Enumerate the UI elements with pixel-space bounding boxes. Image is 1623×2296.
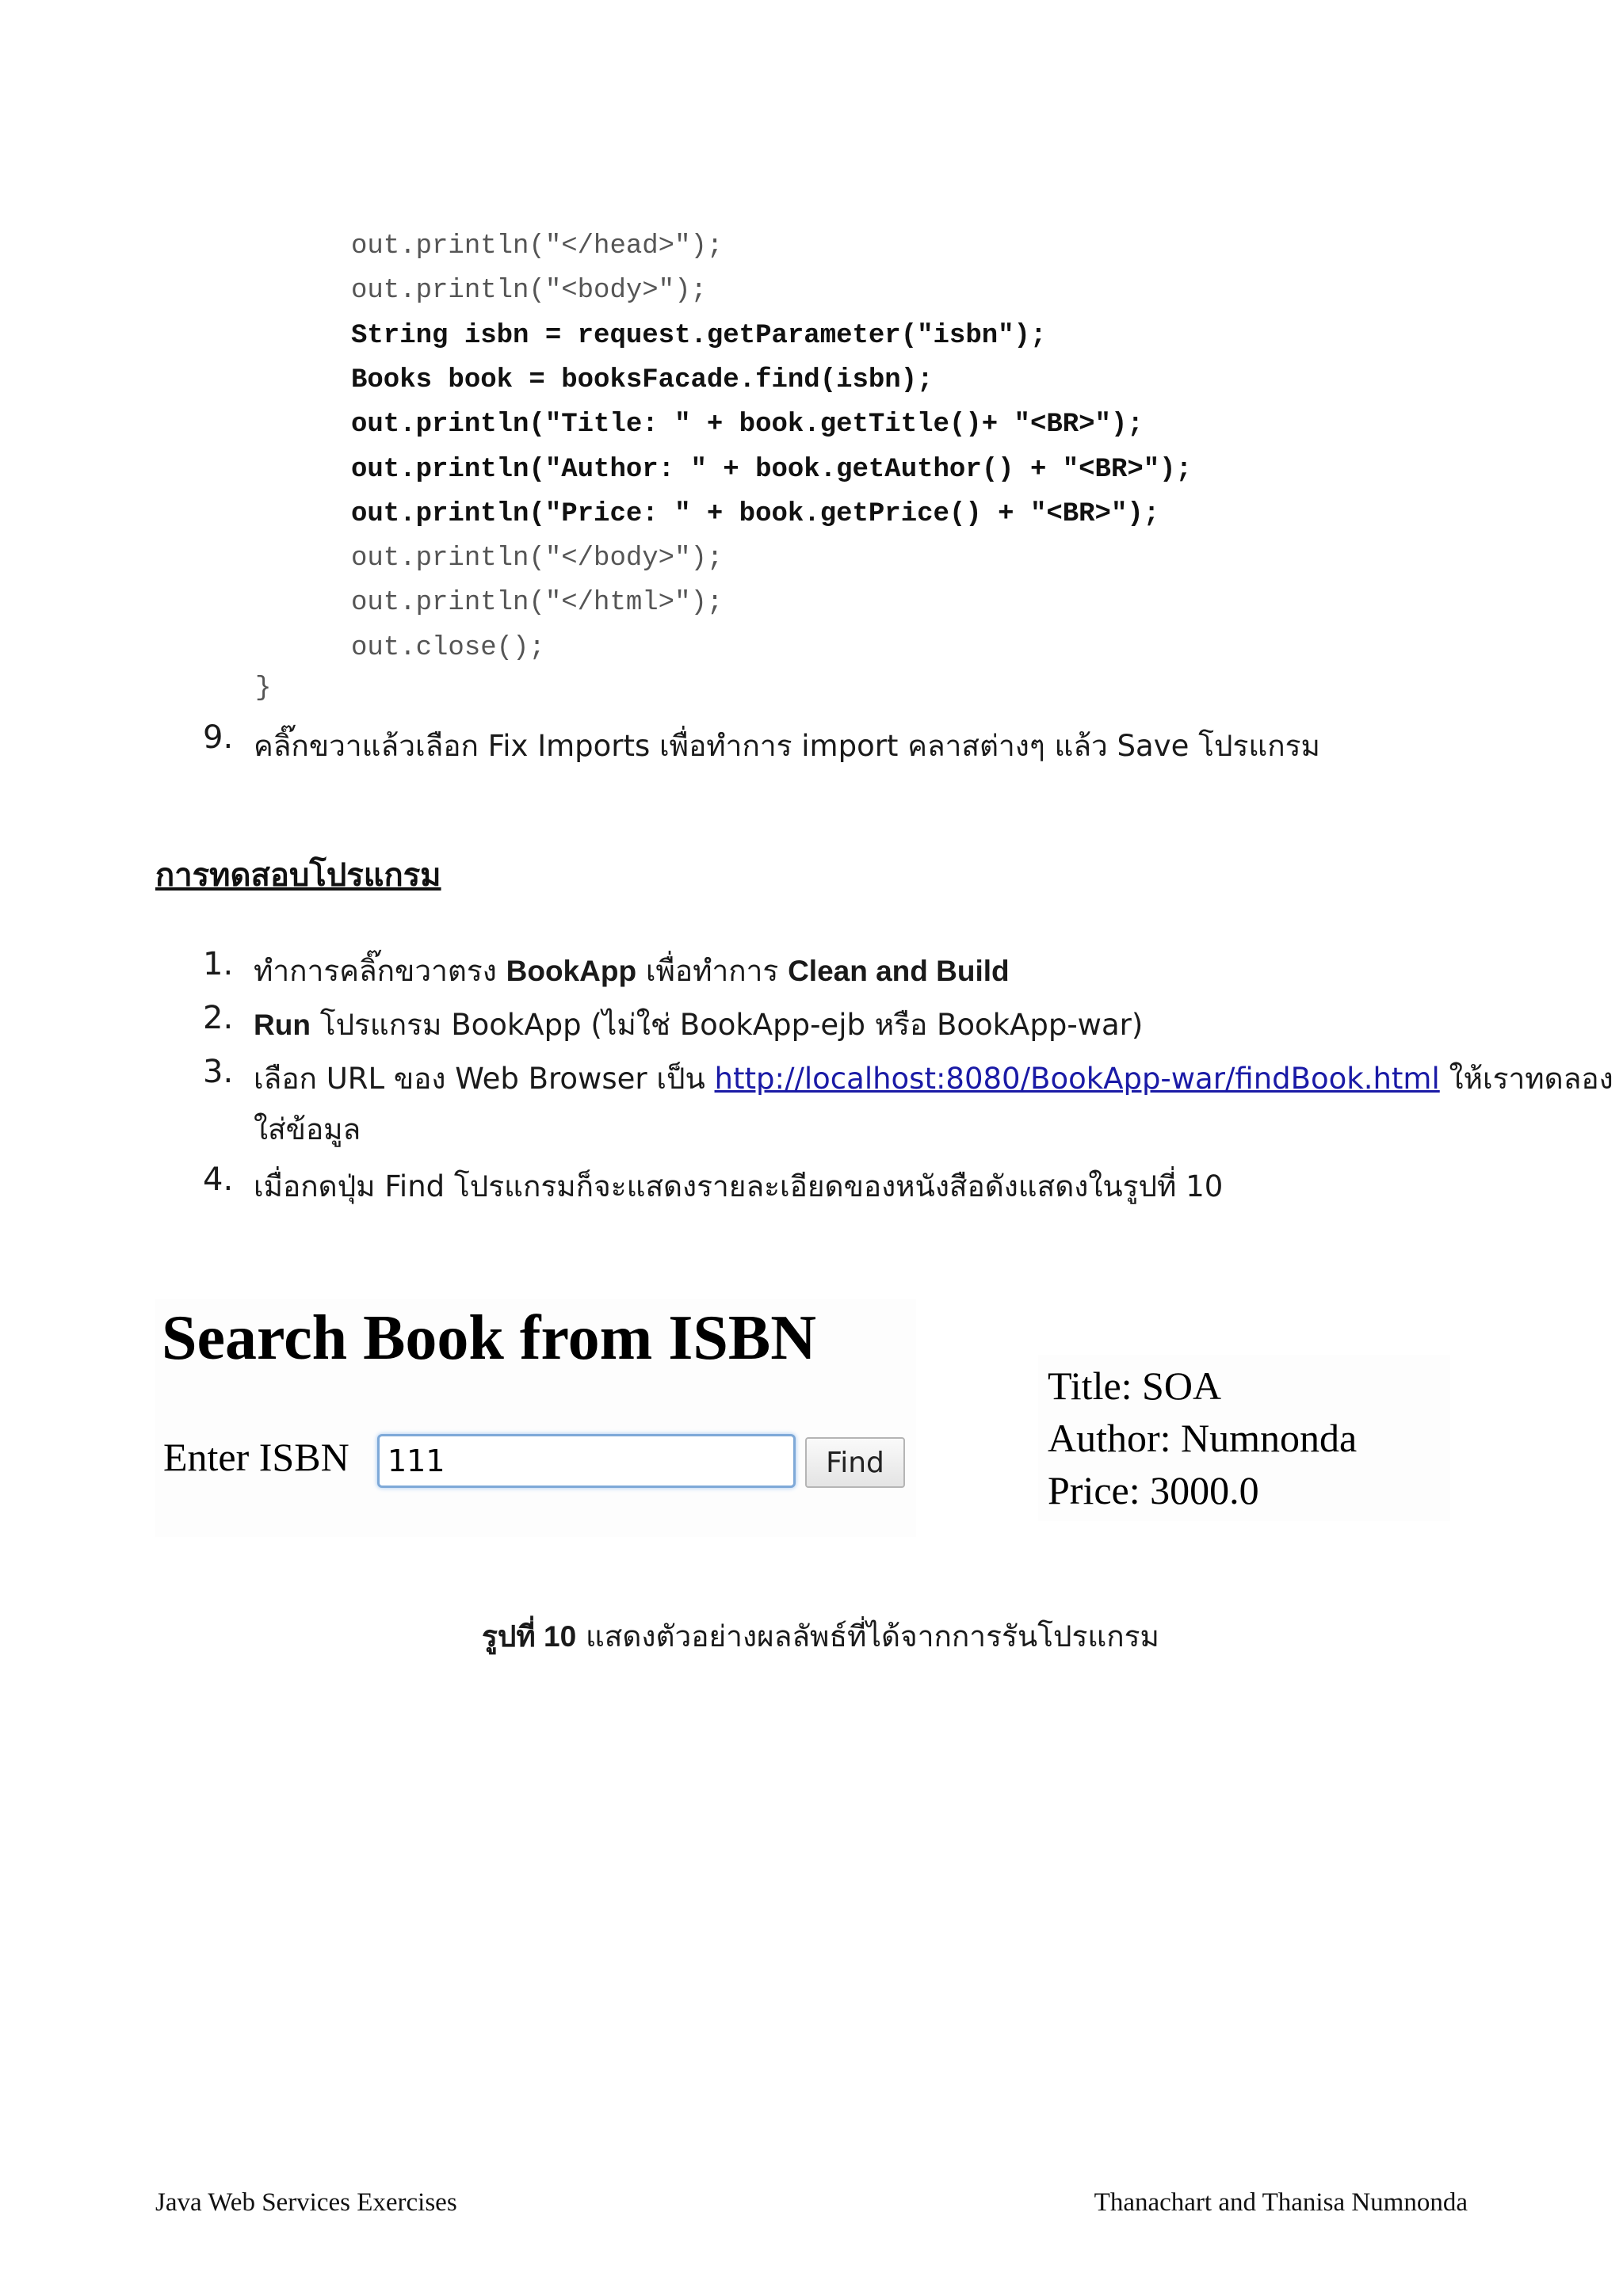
step-4-number: 4. xyxy=(203,1161,234,1198)
result-price: Price: 3000.0 xyxy=(1048,1468,1259,1512)
search-page-heading: Search Book from ISBN xyxy=(162,1303,817,1373)
isbn-input[interactable] xyxy=(377,1434,796,1488)
step-3-text: เลือก URL ของ Web Browser เป็น http://localhost:8080/BookApp-war/findBook.html ให้เราทดลอง xyxy=(254,1062,1613,1096)
footer-left: Java Web Services Exercises xyxy=(155,2188,457,2217)
code-line: out.println("</head>"); xyxy=(351,231,724,261)
step-9 xyxy=(203,719,233,756)
step-1-number: 1. xyxy=(203,946,234,982)
code-line: out.println("Title: " + book.getTitle()+ "<BR>"); xyxy=(351,410,1144,440)
step-2-text: Run โปรแกรม BookApp (ไม่ใช่ BookApp-ejb หรือ BookApp-war) xyxy=(254,1008,1144,1042)
findbook-url-link[interactable]: http://localhost:8080/BookApp-war/findBook.html xyxy=(714,1062,1440,1096)
code-line: Books book = booksFacade.find(isbn); xyxy=(351,365,934,395)
step-2-number: 2. xyxy=(203,1000,234,1036)
step-3-text-cont: ใส่ข้อมูล xyxy=(254,1112,361,1146)
code-line: out.close(); xyxy=(351,633,545,663)
isbn-label: Enter ISBN xyxy=(163,1435,349,1479)
code-line: String isbn = request.getParameter("isbn"); xyxy=(351,321,1047,351)
step-number: 9. xyxy=(203,719,234,756)
step-9-text: คลิ๊กขวาแล้วเลือก Fix Imports เพื่อทำการ import คลาสต่างๆ แล้ว Save โปรแกรม xyxy=(254,729,1320,763)
result-title: Title: SOA xyxy=(1048,1363,1222,1408)
footer-right: Thanachart and Thanisa Numnonda xyxy=(1094,2188,1468,2217)
result-author: Author: Numnonda xyxy=(1048,1416,1358,1460)
figure-caption: รูปที่ 10 แสดงตัวอย่างผลลัพธ์ที่ได้จากการรันโปรแกรม xyxy=(482,1619,1159,1653)
step-4-text: เมื่อกดปุ่ม Find โปรแกรมก็จะแสดงรายละเอียดของหนังสือดังแสดงในรูปที่ 10 xyxy=(254,1169,1224,1203)
step-3-number: 3. xyxy=(203,1054,234,1090)
figure-10-result-screenshot xyxy=(1038,1355,1450,1521)
code-line: out.println("Price: " + book.getPrice() + "<BR>"); xyxy=(351,499,1160,529)
section-heading: การทดสอบโปรแกรม xyxy=(155,857,441,894)
code-line: out.println("<body>"); xyxy=(351,276,707,306)
figure-10-form-screenshot xyxy=(155,1299,916,1537)
code-line: out.println("</html>"); xyxy=(351,588,724,618)
code-line: out.println("Author: " + book.getAuthor() + "<BR>"); xyxy=(351,455,1192,485)
code-close-brace: } xyxy=(255,673,272,704)
step-1-text: ทำการคลิ๊กขวาตรง BookApp เพื่อทำการ Clean and Build xyxy=(254,954,1010,988)
find-button[interactable]: Find xyxy=(805,1437,905,1488)
code-line: out.println("</body>"); xyxy=(351,543,724,574)
